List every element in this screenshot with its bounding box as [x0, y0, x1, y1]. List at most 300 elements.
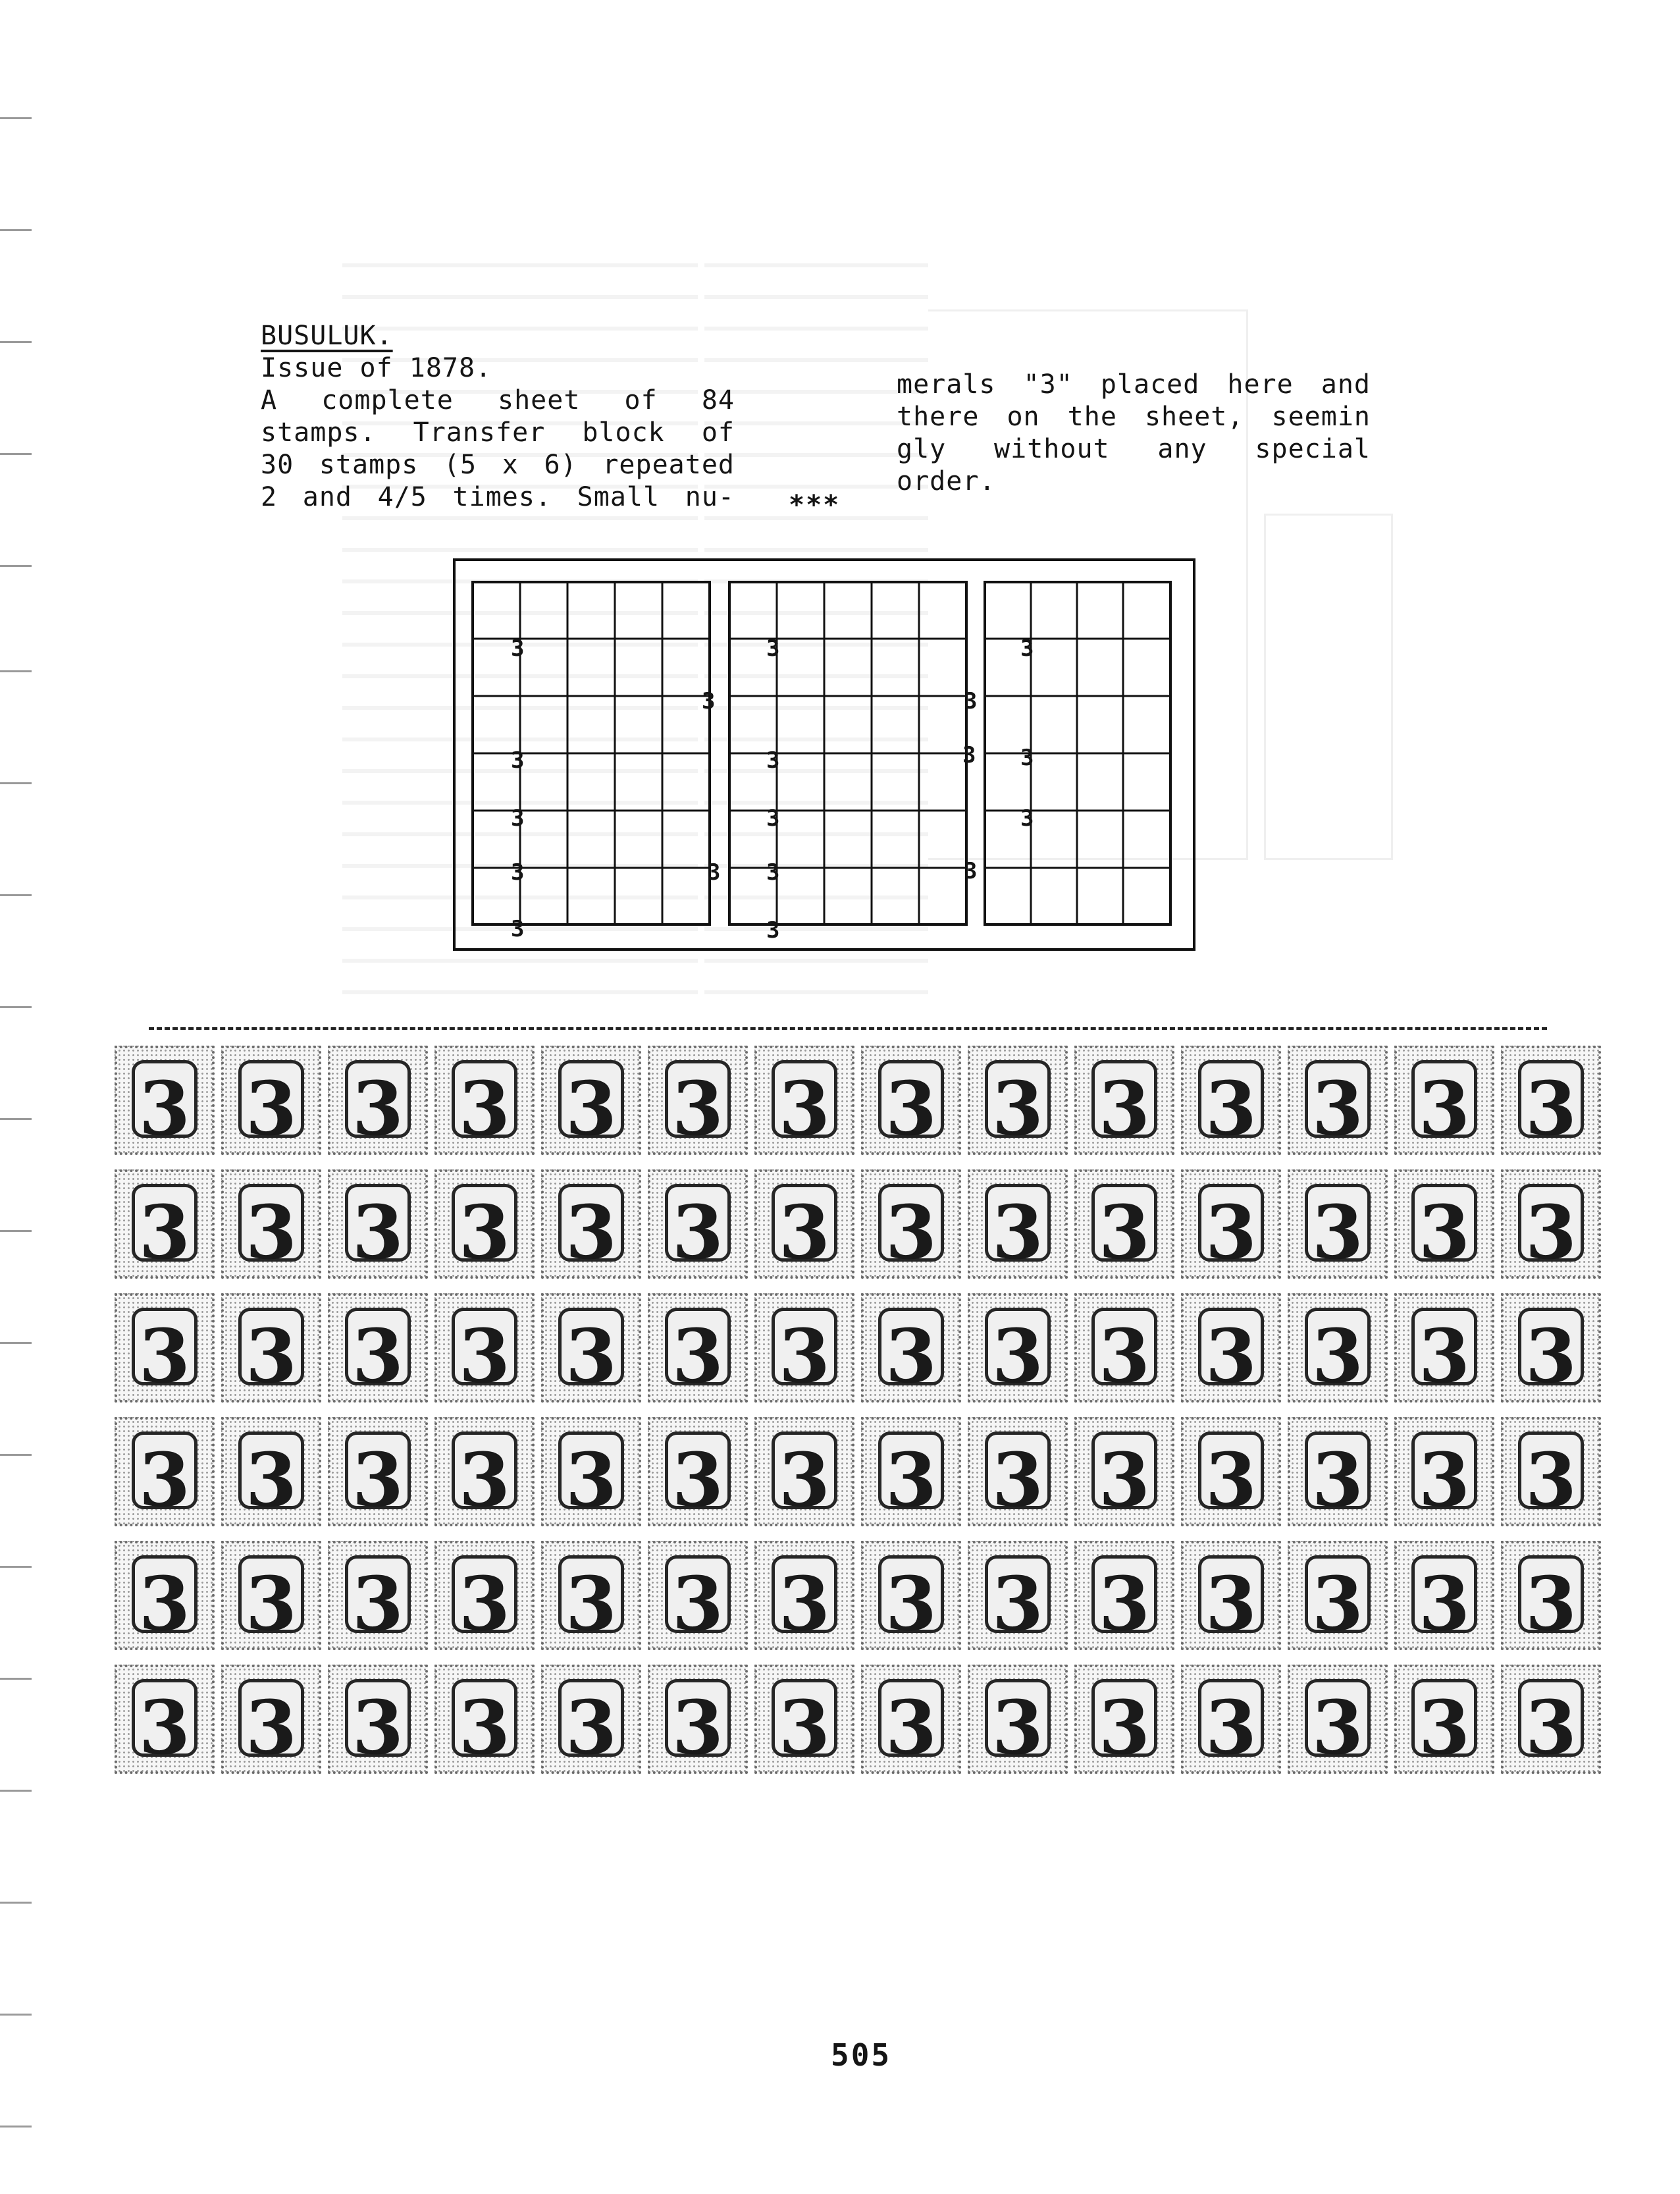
- stamp: [861, 1169, 961, 1279]
- stamp-frame: [132, 1431, 197, 1524]
- stamp: [1288, 1665, 1388, 1774]
- numeral-marker: 3: [964, 858, 978, 884]
- stamp-frame: [878, 1308, 944, 1400]
- stamp: [1394, 1046, 1494, 1155]
- binder-mark: [0, 1230, 32, 1232]
- body-line: A complete sheet of 84: [261, 385, 735, 415]
- stamp-frame: [452, 1679, 517, 1771]
- stamp-numeral: 3: [1205, 1190, 1257, 1276]
- stamp-frame: [1305, 1679, 1371, 1771]
- stamp: [648, 1541, 748, 1650]
- stamp-numeral: 3: [779, 1314, 830, 1400]
- binder-mark: [0, 1006, 32, 1008]
- stamp-frame: [1198, 1679, 1264, 1771]
- stamp: [541, 1541, 641, 1650]
- grid-lines: [984, 581, 1172, 926]
- stamp-frame: [665, 1679, 731, 1771]
- stamp-numeral: 3: [1525, 1066, 1577, 1152]
- stamp-frame: [1091, 1555, 1157, 1647]
- stamp-numeral: 3: [1099, 1066, 1150, 1152]
- stamp-numeral: 3: [565, 1066, 617, 1152]
- numeral-marker: 3: [1020, 745, 1034, 771]
- stamp: [861, 1293, 961, 1403]
- stamp: [754, 1417, 854, 1526]
- stamp-numeral: 3: [459, 1685, 510, 1771]
- stamp-frame: [1305, 1308, 1371, 1400]
- stamp-numeral: 3: [1099, 1437, 1150, 1524]
- stamp-numeral: 3: [992, 1314, 1043, 1400]
- stamp-numeral: 3: [1419, 1314, 1470, 1400]
- stamp: [115, 1169, 215, 1279]
- stamp-numeral: 3: [885, 1314, 937, 1400]
- stamp-numeral: 3: [352, 1685, 404, 1771]
- numeral-marker: 3: [511, 635, 525, 662]
- transfer-block-1: [471, 581, 711, 926]
- stamp-frame: [772, 1308, 837, 1400]
- stamp-numeral: 3: [992, 1066, 1043, 1152]
- binder-mark: [0, 782, 32, 784]
- stamp: [861, 1665, 961, 1774]
- numeral-marker: 3: [766, 805, 780, 832]
- stamp-frame: [345, 1431, 411, 1524]
- stamp-frame: [1518, 1308, 1584, 1400]
- stamp-frame: [1198, 1431, 1264, 1524]
- stamp: [968, 1169, 1068, 1279]
- stamp-numeral: 3: [565, 1314, 617, 1400]
- stamp-numeral: 3: [992, 1561, 1043, 1647]
- stamp-numeral: 3: [672, 1066, 723, 1152]
- stamp-numeral: 3: [1099, 1685, 1150, 1771]
- stamp-frame: [1198, 1184, 1264, 1276]
- grid-lines: [728, 581, 968, 926]
- stamp-frame: [345, 1060, 411, 1152]
- numeral-marker: 3: [511, 805, 525, 832]
- stamp: [1288, 1541, 1388, 1650]
- stamp-numeral: 3: [139, 1190, 190, 1276]
- stamp: [221, 1169, 321, 1279]
- stamp-frame: [1198, 1060, 1264, 1152]
- stamp: [968, 1046, 1068, 1155]
- body-line: there on the sheet, seemin: [897, 402, 1371, 432]
- stamp: [861, 1417, 961, 1526]
- numeral-marker: 3: [511, 859, 525, 886]
- stamp: [541, 1169, 641, 1279]
- stamp-frame: [1518, 1060, 1584, 1152]
- stamp: [1501, 1417, 1601, 1526]
- stamp: [1501, 1169, 1601, 1279]
- stamp-frame: [985, 1431, 1051, 1524]
- stamp-frame: [452, 1308, 517, 1400]
- stamp: [434, 1169, 535, 1279]
- stamp-numeral: 3: [672, 1314, 723, 1400]
- body-line: merals "3" placed here and: [897, 369, 1371, 400]
- stamp: [648, 1665, 748, 1774]
- stamp: [1394, 1665, 1494, 1774]
- stamp-frame: [1518, 1431, 1584, 1524]
- stamp-frame: [238, 1060, 304, 1152]
- numeral-marker: 3: [1020, 635, 1034, 662]
- faint-box: [1264, 514, 1393, 860]
- stamp-frame: [1305, 1431, 1371, 1524]
- numeral-marker: 3: [702, 688, 716, 714]
- stamp-numeral: 3: [1099, 1190, 1150, 1276]
- body-line: 2 and 4/5 times. Small nu-: [261, 482, 735, 512]
- stamp-numeral: 3: [459, 1437, 510, 1524]
- stamp-frame: [1305, 1060, 1371, 1152]
- stamp: [328, 1046, 428, 1155]
- stamp: [328, 1665, 428, 1774]
- stamp-frame: [132, 1184, 197, 1276]
- stamp-frame: [345, 1555, 411, 1647]
- stamp-frame: [878, 1431, 944, 1524]
- stamp-numeral: 3: [1205, 1561, 1257, 1647]
- stamp: [861, 1541, 961, 1650]
- stamp-numeral: 3: [246, 1685, 297, 1771]
- stamp-numeral: 3: [246, 1066, 297, 1152]
- stamp: [968, 1417, 1068, 1526]
- stamp-frame: [1091, 1060, 1157, 1152]
- stamp: [328, 1169, 428, 1279]
- binder-mark: [0, 117, 32, 119]
- stamp-frame: [1305, 1184, 1371, 1276]
- stamp-frame: [132, 1060, 197, 1152]
- stamp-frame: [238, 1184, 304, 1276]
- stamp-frame: [238, 1679, 304, 1771]
- stamp: [1181, 1417, 1281, 1526]
- stamp: [968, 1541, 1068, 1650]
- stamp-frame: [452, 1555, 517, 1647]
- stamp-numeral: 3: [779, 1561, 830, 1647]
- transfer-block-3: [984, 581, 1172, 926]
- stamp-numeral: 3: [139, 1437, 190, 1524]
- stamp-frame: [985, 1060, 1051, 1152]
- stamp: [754, 1293, 854, 1403]
- stamp-numeral: 3: [352, 1190, 404, 1276]
- stamp-numeral: 3: [672, 1190, 723, 1276]
- stamp-numeral: 3: [885, 1190, 937, 1276]
- stamp: [1288, 1046, 1388, 1155]
- stamp: [221, 1293, 321, 1403]
- stamp-frame: [1411, 1308, 1477, 1400]
- stamp: [541, 1046, 641, 1155]
- stamp-frame: [878, 1679, 944, 1771]
- binder-mark: [0, 1454, 32, 1456]
- stamp: [328, 1541, 428, 1650]
- stamp-numeral: 3: [1525, 1437, 1577, 1524]
- stamp: [861, 1046, 961, 1155]
- stamp: [221, 1417, 321, 1526]
- stamp-numeral: 3: [459, 1561, 510, 1647]
- stamp-numeral: 3: [1205, 1066, 1257, 1152]
- stamp-frame: [1411, 1431, 1477, 1524]
- stamp-numeral: 3: [992, 1190, 1043, 1276]
- binder-mark: [0, 1790, 32, 1792]
- stamp-numeral: 3: [672, 1685, 723, 1771]
- stamp: [968, 1665, 1068, 1774]
- stamp: [1181, 1169, 1281, 1279]
- stamp-numeral: 3: [352, 1066, 404, 1152]
- stamp: [328, 1417, 428, 1526]
- stamp-numeral: 3: [779, 1437, 830, 1524]
- stamp: [115, 1046, 215, 1155]
- stamp-frame: [238, 1431, 304, 1524]
- stamp-numeral: 3: [1419, 1561, 1470, 1647]
- stamp: [1288, 1417, 1388, 1526]
- binder-mark: [0, 2014, 32, 2016]
- stamp: [1501, 1665, 1601, 1774]
- body-line: 30 stamps (5 x 6) repeated: [261, 450, 735, 480]
- stamp-frame: [345, 1308, 411, 1400]
- stamp-numeral: 3: [1419, 1066, 1470, 1152]
- stamp-numeral: 3: [1312, 1066, 1363, 1152]
- binder-mark: [0, 1678, 32, 1680]
- stamp-numeral: 3: [1525, 1561, 1577, 1647]
- page-title: BUSULUK.: [261, 321, 393, 351]
- stamp-frame: [345, 1679, 411, 1771]
- stamp-frame: [772, 1184, 837, 1276]
- stamp-frame: [1091, 1308, 1157, 1400]
- stamp-frame: [132, 1555, 197, 1647]
- stamp: [1394, 1293, 1494, 1403]
- stamp: [1501, 1046, 1601, 1155]
- stamp-numeral: 3: [565, 1685, 617, 1771]
- numeral-marker: 3: [511, 747, 525, 774]
- stamp: [434, 1293, 535, 1403]
- intro-right-column: [897, 369, 1371, 498]
- stamp: [1394, 1169, 1494, 1279]
- stamp-frame: [772, 1679, 837, 1771]
- binder-mark: [0, 229, 32, 231]
- issue-subtitle: Issue of 1878.: [261, 353, 492, 383]
- stamp: [328, 1293, 428, 1403]
- stamp-numeral: 3: [992, 1437, 1043, 1524]
- stamp-numeral: 3: [246, 1437, 297, 1524]
- stamp: [1181, 1541, 1281, 1650]
- stamp-frame: [1518, 1679, 1584, 1771]
- stamp-frame: [665, 1308, 731, 1400]
- stamp-frame: [1091, 1679, 1157, 1771]
- stamp-frame: [665, 1184, 731, 1276]
- sheet-top-edge: [149, 1027, 1547, 1036]
- stamp: [1074, 1046, 1174, 1155]
- stamp-numeral: 3: [992, 1685, 1043, 1771]
- stamp-frame: [1518, 1555, 1584, 1647]
- stamp-frame: [238, 1555, 304, 1647]
- stamp: [1074, 1169, 1174, 1279]
- stamp-frame: [1198, 1308, 1264, 1400]
- stamp-frame: [878, 1555, 944, 1647]
- stamp-frame: [878, 1184, 944, 1276]
- stamp-numeral: 3: [1525, 1190, 1577, 1276]
- stamp-numeral: 3: [459, 1066, 510, 1152]
- stamp: [1181, 1665, 1281, 1774]
- stamp: [648, 1417, 748, 1526]
- stamp-numeral: 3: [246, 1190, 297, 1276]
- stamp-frame: [452, 1060, 517, 1152]
- stamp-numeral: 3: [1312, 1314, 1363, 1400]
- stamp-sheet: [139, 1027, 1577, 1771]
- stamp-frame: [665, 1555, 731, 1647]
- stamp: [1181, 1293, 1281, 1403]
- stamp-frame: [1091, 1431, 1157, 1524]
- grid-lines: [471, 581, 711, 926]
- stamp-frame: [452, 1431, 517, 1524]
- stamp-frame: [132, 1679, 197, 1771]
- stamp: [221, 1541, 321, 1650]
- binder-mark: [0, 565, 32, 567]
- numeral-marker: 3: [766, 747, 780, 774]
- stamp-frame: [985, 1184, 1051, 1276]
- stamp-numeral: 3: [139, 1314, 190, 1400]
- stamp-numeral: 3: [1419, 1437, 1470, 1524]
- stamp-numeral: 3: [246, 1314, 297, 1400]
- stamp: [1394, 1541, 1494, 1650]
- numeral-marker: 3: [1020, 805, 1034, 832]
- stamp-numeral: 3: [779, 1066, 830, 1152]
- stamp: [115, 1417, 215, 1526]
- stamp-numeral: 3: [885, 1066, 937, 1152]
- stamp-numeral: 3: [779, 1190, 830, 1276]
- stamp-frame: [985, 1679, 1051, 1771]
- stamp-frame: [452, 1184, 517, 1276]
- stamp: [221, 1046, 321, 1155]
- stamp-frame: [772, 1555, 837, 1647]
- section-separator: ***: [789, 490, 841, 520]
- stamp-numeral: 3: [1419, 1685, 1470, 1771]
- binder-mark: [0, 1902, 32, 1904]
- stamp-frame: [1411, 1679, 1477, 1771]
- stamp-frame: [985, 1308, 1051, 1400]
- stamp-frame: [1305, 1555, 1371, 1647]
- stamp: [754, 1046, 854, 1155]
- stamp-numeral: 3: [1312, 1561, 1363, 1647]
- stamp-numeral: 3: [1312, 1190, 1363, 1276]
- intro-left-column: [261, 320, 735, 514]
- stamp: [968, 1293, 1068, 1403]
- transfer-block-2: [728, 581, 968, 926]
- stamp-frame: [772, 1431, 837, 1524]
- stamp: [434, 1046, 535, 1155]
- stamp-numeral: 3: [459, 1190, 510, 1276]
- stamp: [754, 1541, 854, 1650]
- stamp-numeral: 3: [1205, 1314, 1257, 1400]
- stamp: [648, 1293, 748, 1403]
- stamp-numeral: 3: [672, 1437, 723, 1524]
- stamp: [115, 1293, 215, 1403]
- stamp-numeral: 3: [1525, 1314, 1577, 1400]
- binder-mark: [0, 341, 32, 343]
- stamp-frame: [558, 1679, 624, 1771]
- page-number: 505: [831, 2037, 892, 2073]
- stamp: [648, 1169, 748, 1279]
- binder-mark: [0, 453, 32, 455]
- stamp: [1501, 1293, 1601, 1403]
- stamp-frame: [1411, 1184, 1477, 1276]
- stamp-frame: [1411, 1555, 1477, 1647]
- stamp-numeral: 3: [1312, 1685, 1363, 1771]
- stamp-numeral: 3: [672, 1561, 723, 1647]
- stamp-frame: [665, 1060, 731, 1152]
- stamp-frame: [985, 1555, 1051, 1647]
- stamp: [434, 1665, 535, 1774]
- body-line: stamps. Transfer block of: [261, 417, 735, 448]
- numeral-marker: 3: [707, 859, 721, 886]
- body-line: gly without any special: [897, 434, 1371, 464]
- binder-mark: [0, 1566, 32, 1568]
- stamp-frame: [558, 1060, 624, 1152]
- binder-mark: [0, 1118, 32, 1120]
- stamp: [541, 1417, 641, 1526]
- binder-mark: [0, 894, 32, 896]
- stamp-frame: [665, 1431, 731, 1524]
- stamp: [1181, 1046, 1281, 1155]
- stamp: [541, 1665, 641, 1774]
- stamp-frame: [1518, 1184, 1584, 1276]
- stamp-frame: [345, 1184, 411, 1276]
- stamp-frame: [878, 1060, 944, 1152]
- numeral-marker: 3: [766, 859, 780, 886]
- stamp: [754, 1169, 854, 1279]
- binder-mark: [0, 1342, 32, 1344]
- binder-mark: [0, 670, 32, 672]
- numeral-marker: 3: [964, 688, 978, 714]
- stamp-numeral: 3: [459, 1314, 510, 1400]
- stamp-numeral: 3: [1419, 1190, 1470, 1276]
- numeral-marker: 3: [511, 916, 525, 942]
- stamp: [1394, 1417, 1494, 1526]
- stamp: [1074, 1293, 1174, 1403]
- body-line: order.: [897, 466, 996, 496]
- stamp-frame: [1411, 1060, 1477, 1152]
- stamp-numeral: 3: [139, 1066, 190, 1152]
- stamp-numeral: 3: [352, 1314, 404, 1400]
- stamp: [648, 1046, 748, 1155]
- numeral-marker: 3: [962, 742, 976, 768]
- stamp: [754, 1665, 854, 1774]
- stamp-frame: [1091, 1184, 1157, 1276]
- stamp-numeral: 3: [885, 1561, 937, 1647]
- stamp: [115, 1665, 215, 1774]
- stamp: [1074, 1417, 1174, 1526]
- numeral-marker: 3: [766, 917, 780, 944]
- stamp: [1501, 1541, 1601, 1650]
- stamp-numeral: 3: [565, 1190, 617, 1276]
- stamp: [1074, 1665, 1174, 1774]
- stamp-numeral: 3: [139, 1685, 190, 1771]
- stamp-numeral: 3: [779, 1685, 830, 1771]
- stamp: [1288, 1293, 1388, 1403]
- numeral-marker: 3: [766, 635, 780, 662]
- stamp: [1288, 1169, 1388, 1279]
- stamp-numeral: 3: [565, 1437, 617, 1524]
- stamp-numeral: 3: [885, 1685, 937, 1771]
- stamp-numeral: 3: [1099, 1314, 1150, 1400]
- stamp-numeral: 3: [1205, 1685, 1257, 1771]
- stamp-numeral: 3: [352, 1561, 404, 1647]
- binder-mark: [0, 2126, 32, 2127]
- stamp-frame: [772, 1060, 837, 1152]
- stamp: [115, 1541, 215, 1650]
- stamp-numeral: 3: [1312, 1437, 1363, 1524]
- stamp-numeral: 3: [1099, 1561, 1150, 1647]
- stamp: [221, 1665, 321, 1774]
- stamp-frame: [558, 1431, 624, 1524]
- stamp-numeral: 3: [352, 1437, 404, 1524]
- stamp-frame: [132, 1308, 197, 1400]
- stamp: [434, 1541, 535, 1650]
- stamp: [1074, 1541, 1174, 1650]
- stamp-frame: [1198, 1555, 1264, 1647]
